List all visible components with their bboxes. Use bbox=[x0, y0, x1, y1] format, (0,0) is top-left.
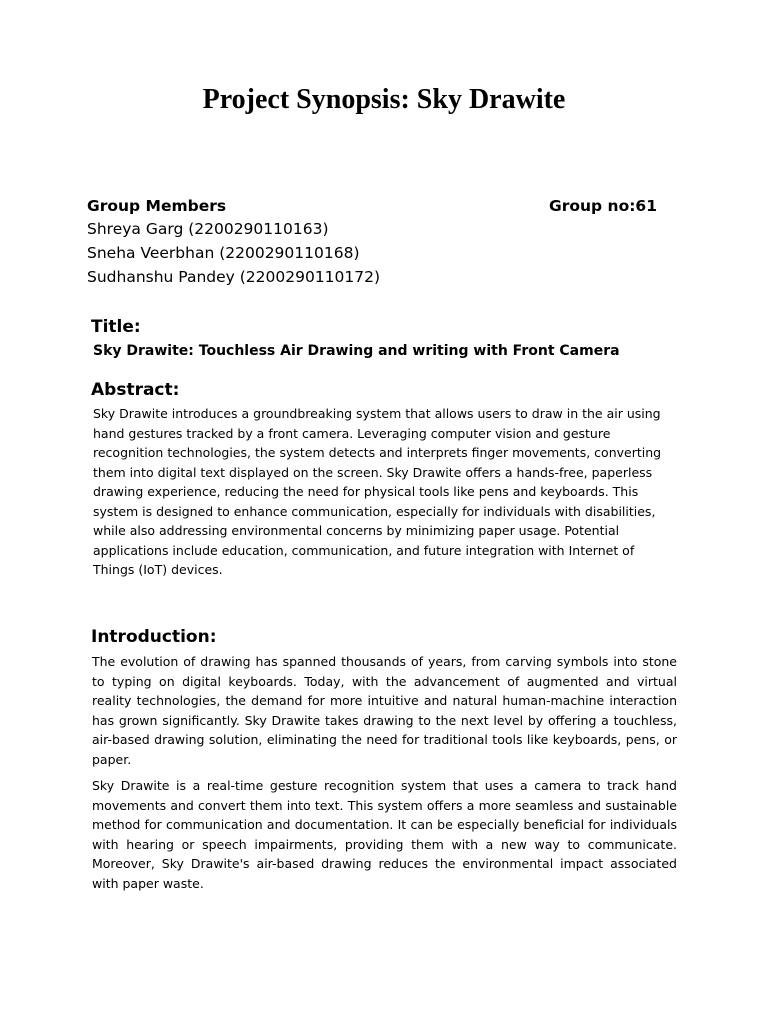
group-members-heading: Group Members bbox=[87, 197, 227, 215]
introduction-paragraph-2: Sky Drawite is a real-time gesture recognition system that uses a camera to track hand movements and convert them into text. This system offers a more seamless and sustainable method for communication and documentation. It can be especially beneficial for individuals with hearing or speech impairments, providing them with a new way to communicate. Moreover, Sky Drawite's air-based drawing reduces the environmental impact associated with paper waste. bbox=[92, 778, 677, 891]
introduction-heading: Introduction: bbox=[91, 627, 217, 647]
member-item: Shreya Garg (2200290110163) bbox=[87, 220, 329, 238]
abstract-heading: Abstract: bbox=[91, 380, 180, 400]
member-item: Sudhanshu Pandey (2200290110172) bbox=[87, 268, 381, 286]
group-number: Group no:61 bbox=[549, 197, 657, 215]
project-title-text: Sky Drawite: Touchless Air Drawing and writing with Front Camera bbox=[93, 343, 620, 359]
abstract-paragraph: Sky Drawite introduces a groundbreaking system that allows users to draw in the air using hand gestures tracked by a front camera. Leveraging computer vision and gesture recognition technologies, the system detects and interprets finger movements, converting them into digital text displayed on the screen. Sky Drawite offers a hands-free, paperless drawing experience, reducing the need for physical tools like pens and keyboards. This system is designed to enhance communication, especially for individuals with disabilities, while also addressing environmental concerns by minimizing paper usage. Potential applications include education, communication, and future integration with Internet of Things (IoT) devices. bbox=[93, 406, 662, 577]
introduction-paragraph-1: The evolution of drawing has spanned thousands of years, from carving symbols into stone to typing on digital keyboards. Today, with the advancement of augmented and virtual reality technologies, the demand for more intuitive and natural human-machine interaction has grown significantly. Sky Drawite takes drawing to the next level by offering a touchless, air-based drawing solution, eliminating the need for traditional tools like keyboards, pens, or paper. bbox=[92, 654, 677, 767]
title-heading: Title: bbox=[91, 317, 141, 337]
page-title: Project Synopsis: Sky Drawite bbox=[202, 84, 566, 115]
member-item: Sneha Veerbhan (2200290110168) bbox=[87, 244, 360, 262]
group-members-list bbox=[87, 217, 380, 289]
